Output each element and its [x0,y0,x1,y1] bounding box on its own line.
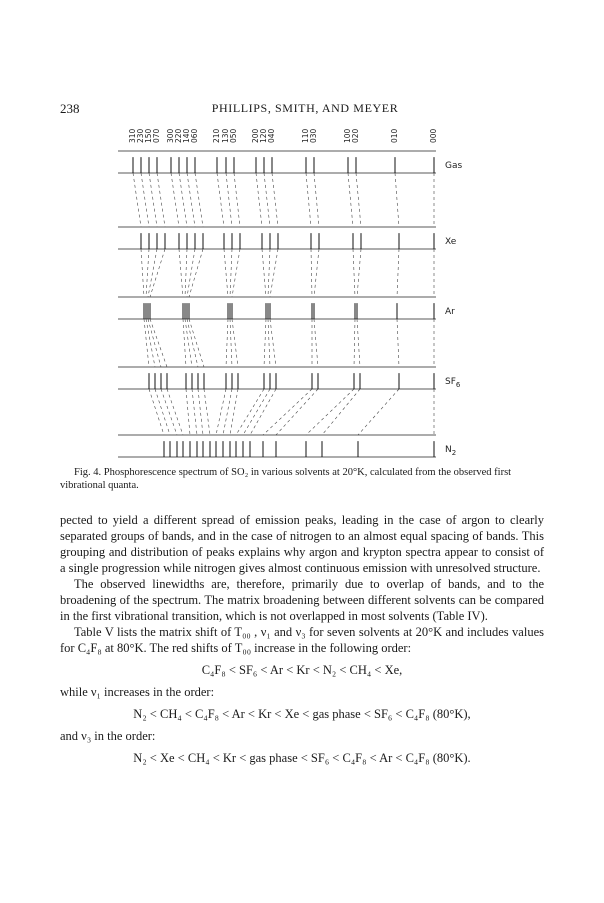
band-label-010: 010 [390,128,399,143]
band-correlation-lines [133,173,434,435]
correlation-line-150 [148,319,161,367]
band-label-030: 030 [309,128,318,143]
correlation-line-010 [395,173,399,227]
correlation-line-040 [270,319,276,367]
band-label-060: 060 [190,128,199,143]
correlation-line-210 [217,173,224,227]
correlation-line-220 [185,249,187,297]
correlation-line-010 [397,319,399,367]
correlation-line-100 [354,319,355,367]
solvent-label-sf6: $SF_6$ [445,377,461,389]
band-label-220: 220 [174,128,183,143]
paragraph-1: pected to yield a different spread of emission peaks, leading in the case of argon to clearly separated groups of bands, and in the case of nitrogen to an almost equal spacing of bands. This grouping and distribution of peaks explains why argon and krypton spectra appear to consist of a single progression while nitrogen gives almost continuous emission with unresolved structure. [60,513,544,575]
correlation-line-120 [268,319,270,367]
band-label-210: 210 [212,128,221,143]
correlation-line-040 [270,249,278,297]
correlation-line-020 [357,319,360,367]
band-label-230: 230 [136,128,145,143]
correlation-line-070 [167,389,183,435]
correlation-line-310 [149,389,164,435]
equation-nu3-order: N₂ < Xe < CH₄ < Kr < gas phase < SF₆ < C₄F₈ < Ar < C₄F₈ (80°K). [133,751,471,765]
paragraph-3: Table V lists the matrix shift of T₀₀ , ν₁ and ν₃ for seven solvents at 20°K and includes values for C₄F₈ at 80°K. The red shifts of T₀₀ increase in the following order: [60,625,544,655]
correlation-line-050 [232,319,238,367]
correlation-line-300 [183,319,186,367]
correlation-line-150 [161,389,177,435]
correlation-line-050 [232,249,240,297]
correlation-line-040 [272,173,278,227]
correlation-line-050 [230,389,238,435]
correlation-line-230 [155,389,170,435]
solvent-strips [118,151,436,457]
correlation-line-110 [311,249,312,297]
band-label-row [128,128,438,143]
solvent-strip-ar [118,297,436,319]
correlation-line-070 [150,319,167,367]
solvent-strip-xe [118,227,436,249]
solvent-strip-n2 [118,435,436,457]
paragraph-2: The observed linewidths are, therefore, primarily due to overlap of bands, and to the broadening of the spectrum. The matrix broadening between different solvents can be compared in the first vibrational transition, which is not overlapped in most solvents (Table IV). [60,577,544,623]
correlation-line-120 [264,173,270,227]
correlation-line-200 [256,173,262,227]
band-label-150: 150 [144,128,153,143]
correlation-line-060 [189,319,204,367]
band-label-040: 040 [267,128,276,143]
band-label-020: 020 [351,128,360,143]
solvent-label-n2: $N_2$ [445,445,457,457]
solvent-strip-sf6 [118,367,436,389]
correlation-line-060 [204,389,210,435]
correlation-line-310 [133,173,141,227]
correlation-line-100 [348,173,353,227]
correlation-line-020 [357,249,361,297]
band-label-300: 300 [166,128,175,143]
correlation-line-200 [236,389,264,435]
correlation-line-140 [198,389,203,435]
correlation-line-130 [230,319,232,367]
correlation-line-200 [262,249,266,297]
correlation-line-050 [234,173,240,227]
correlation-line-200 [264,319,266,367]
correlation-line-220 [192,389,197,435]
correlation-line-030 [314,319,318,367]
correlation-line-030 [276,389,318,435]
equation-nu1-order: N₂ < CH₄ < C₄F₈ < Ar < Kr < Xe < gas phase < SF₆ < C₄F₈ (80°K), [133,707,471,721]
figure-caption: Fig. 4. Phosphorescence spectrum of SO₂ in various solvents at 20°K, calculated from the observed first vibrational quanta. [60,467,512,491]
band-label-100: 100 [343,128,352,143]
band-label-130: 130 [221,128,230,143]
equation-t00-order: C₄F₈ < SF₆ < Ar < Kr < N₂ < CH₄ < Xe, [201,663,403,677]
correlation-line-030 [314,173,319,227]
solvent-strip-gas [118,151,436,173]
solvent-label-gas: Gas [445,161,463,171]
correlation-line-030 [314,249,319,297]
correlation-line-120 [243,389,270,435]
correlation-line-110 [263,389,312,435]
correlation-line-310 [141,249,144,297]
body-text [60,512,544,772]
correlation-line-230 [146,319,155,367]
correlation-line-060 [195,173,203,227]
band-label-140: 140 [182,128,191,143]
correlation-line-020 [322,389,360,435]
correlation-line-300 [171,173,179,227]
correlation-line-300 [179,249,183,297]
correlation-line-020 [356,173,361,227]
correlation-line-070 [157,173,165,227]
band-label-110: 110 [301,128,310,143]
correlation-line-100 [353,249,355,297]
solvent-labels [445,161,462,457]
correlation-line-210 [224,249,228,297]
correlation-line-100 [306,389,354,435]
correlation-line-310 [144,319,149,367]
correlation-line-210 [226,319,228,367]
band-label-050: 050 [229,128,238,143]
correlation-line-230 [141,173,149,227]
correlation-line-220 [179,173,187,227]
correlation-line-140 [187,173,195,227]
correlation-line-300 [186,389,190,435]
correlation-line-110 [306,173,311,227]
correlation-line-010 [397,249,399,297]
correlation-line-130 [226,173,232,227]
band-label-120: 120 [259,128,268,143]
solvent-label-ar: Ar [445,307,455,317]
correlation-line-230 [146,249,149,297]
band-label-200: 200 [251,128,260,143]
paragraph-4: while ν₁ increases in the order: [60,685,215,699]
correlation-line-040 [250,389,276,435]
band-label-070: 070 [152,128,161,143]
running-head: PHILLIPS, SMITH, AND MEYER [211,101,399,115]
correlation-line-210 [216,389,226,435]
page-number: 238 [60,101,80,116]
band-label-310: 310 [128,128,137,143]
band-label-000: 000 [429,128,438,143]
paragraph-5: and ν₃ in the order: [60,729,156,743]
correlation-line-120 [268,249,270,297]
correlation-line-130 [230,249,232,297]
correlation-line-010 [358,389,399,435]
correlation-line-150 [149,173,157,227]
solvent-label-xe: Xe [445,237,457,247]
